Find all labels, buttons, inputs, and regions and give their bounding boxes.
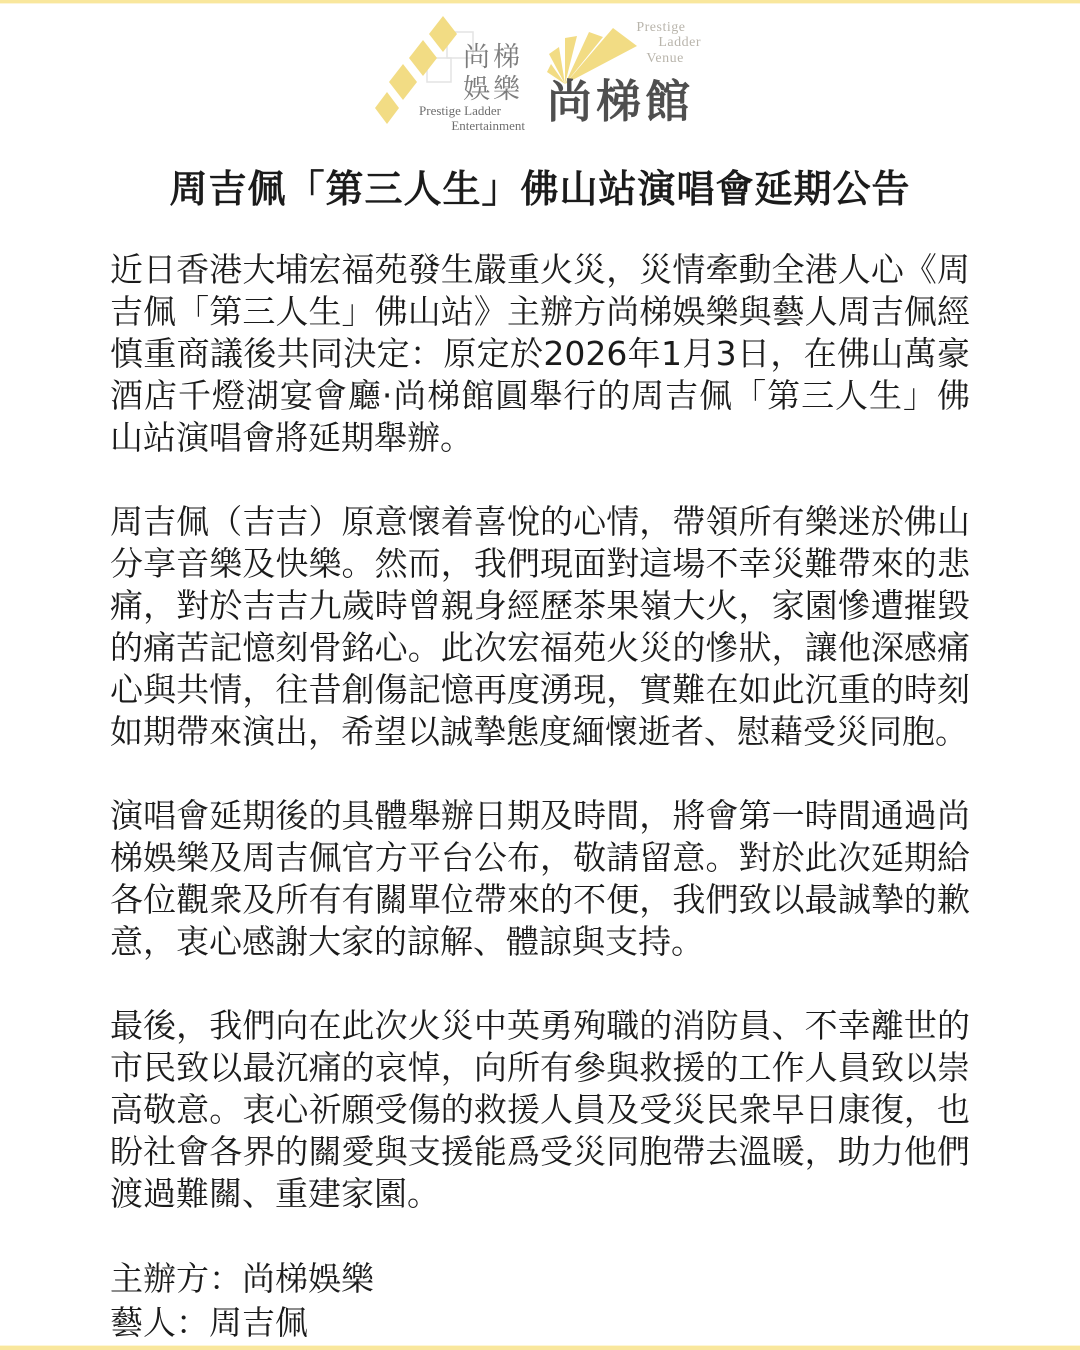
venue-logo-en-line2: Ladder: [658, 35, 701, 51]
announcement-footer: [110, 1257, 970, 1345]
venue-logo-cjk: 尚梯館: [547, 77, 695, 128]
announcement-title: 周吉佩「第三人生」佛山站演唱會延期公告: [169, 167, 911, 212]
paragraph-fire-postponement: 近日香港大埔宏福苑發生嚴重火災，災情牽動全港人心《周吉佩「第三人生」佛山站》主辦方尚梯娛樂與藝人周吉佩經慎重商議後共同決定：原定於2026年1月3日，在佛山萬豪酒店千燈湖宴會廳·尚梯館圓舉行的周吉佩「第三人生」佛山站演唱會將延期舉辦。: [110, 250, 970, 458]
venue-logo-en: [636, 20, 701, 66]
artist-line: 藝人：周吉佩: [110, 1303, 308, 1343]
organizer-line: 主辦方：尚梯娛樂: [110, 1259, 374, 1299]
entertainment-logo-en-line1: Prestige Ladder: [419, 102, 501, 118]
prestige-ladder-entertainment-logo: [375, 12, 525, 136]
entertainment-logo-en: [419, 103, 525, 134]
venue-logo-en-line3: Venue: [646, 50, 684, 66]
entertainment-logo-cjk: [463, 42, 523, 107]
logo-row: [0, 12, 1080, 140]
prestige-ladder-venue-logo: [547, 20, 705, 130]
paragraph-artist-feelings: 周吉佩（吉吉）原意懷着喜悅的心情，帶領所有樂迷於佛山分享音樂及快樂。然而，我們現面對這場不幸災難帶來的悲痛，對於吉吉九歲時曾親身經歷茶果嶺大火，家園慘遭摧毀的痛苦記憶刻骨銘心。此次宏福苑火災的慘狀，讓他深感痛心與共情，往昔創傷記憶再度湧現，實難在如此沉重的時刻如期帶來演出，希望以誠摯態度緬懷逝者、慰藉受災同胞。: [110, 502, 970, 752]
entertainment-logo-cjk-line1: 尚梯: [463, 42, 523, 74]
entertainment-logo-en-line2: Entertainment: [451, 118, 525, 134]
announcement-body: [110, 213, 970, 1215]
paragraph-condolences: 最後，我們向在此次火災中英勇殉職的消防員、不幸離世的市民致以最沉痛的哀悼，向所有參與救援的工作人員致以崇高敬意。衷心祈願受傷的救援人員及受災民衆早日康復，也盼社會各界的關愛與支援能爲受災同胞帶去溫暖，助力他們渡過難關、重建家園。: [110, 1006, 970, 1214]
paragraph-new-date-apology: 演唱會延期後的具體舉辦日期及時間，將會第一時間通過尚梯娛樂及周吉佩官方平台公布，敬請留意。對於此次延期給各位觀衆及所有有關單位帶來的不便，我們致以最誠摯的歉意，衷心感謝大家的諒解、體諒與支持。: [110, 796, 970, 962]
bottom-yellow-band: [0, 1346, 1080, 1350]
announcement-content: [0, 4, 1080, 1345]
entertainment-logo-cjk-line2: 娛樂: [463, 74, 523, 106]
venue-logo-en-line1: Prestige: [636, 20, 686, 36]
